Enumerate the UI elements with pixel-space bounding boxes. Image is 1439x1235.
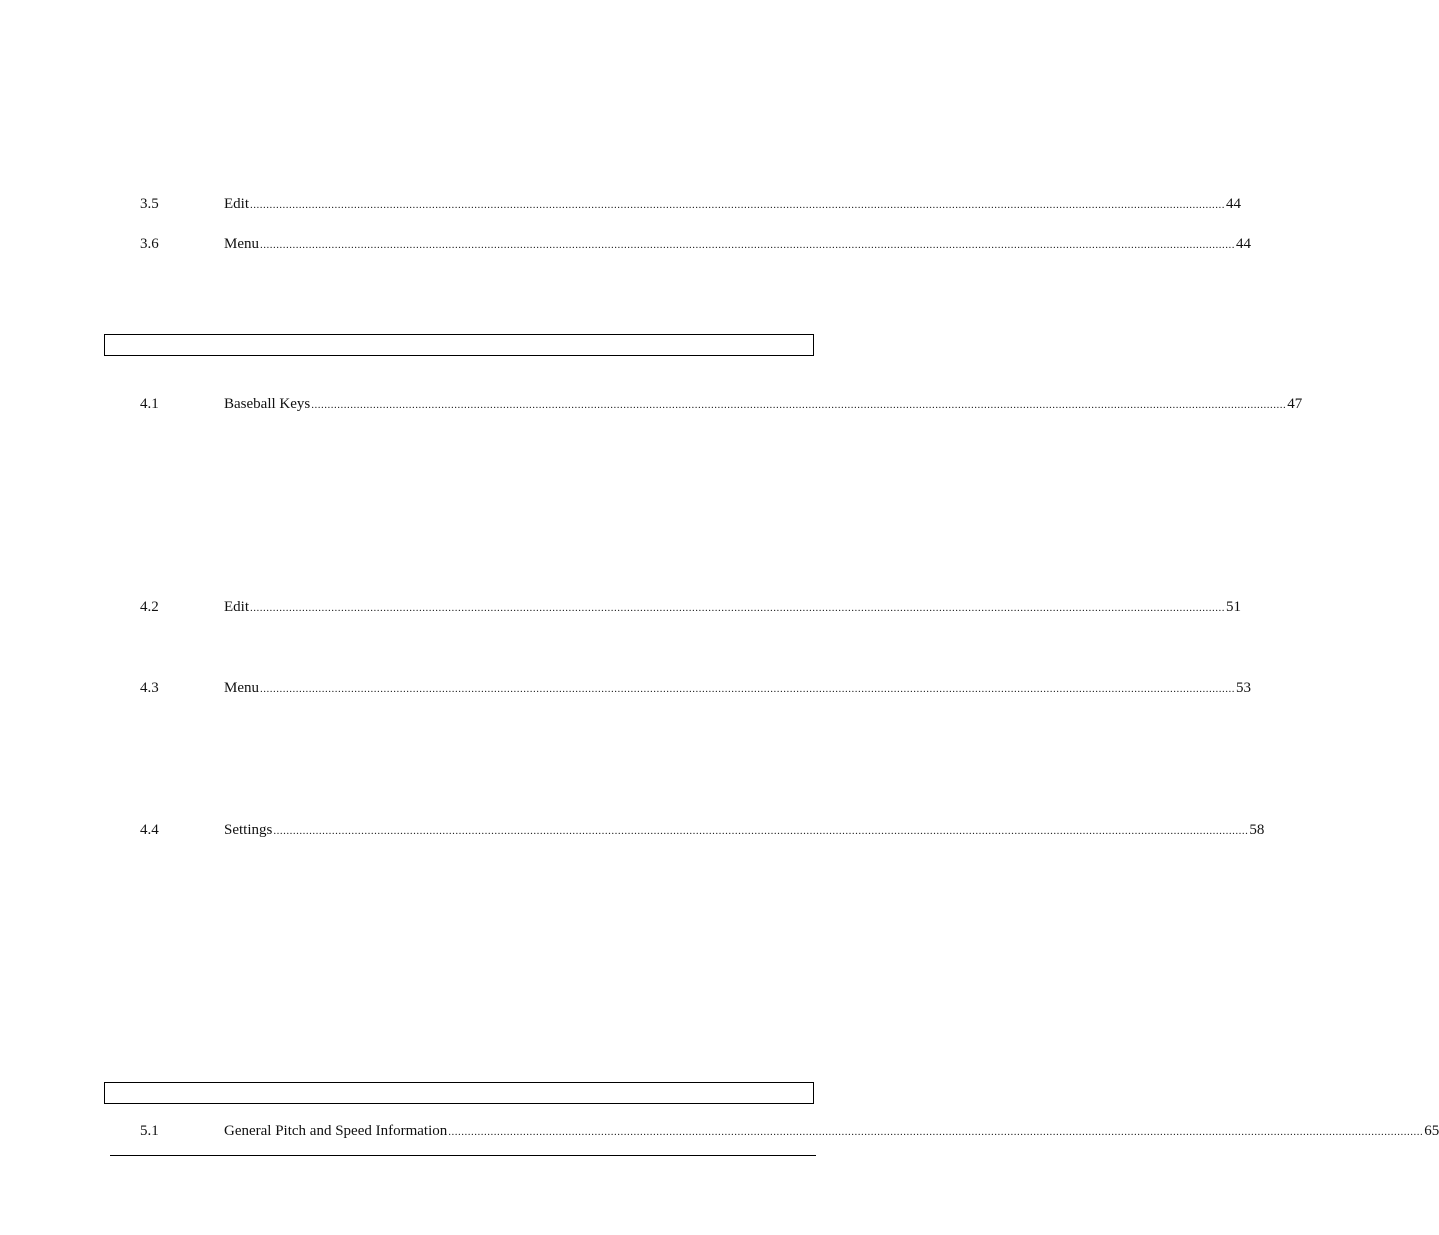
toc-entry-page: 44 (1226, 196, 1241, 212)
toc-entry-title: General Pitch and Speed Information (224, 1123, 448, 1139)
dot-leader: ............................................................................................................................................................................................................................................................................................................ (448, 1126, 1424, 1138)
dot-leader: ............................................................................................................................................................................................................................................................................................................ (260, 683, 1235, 695)
toc-entry[interactable] (140, 194, 1241, 214)
chapter-heading-box (104, 1082, 814, 1104)
toc-entry[interactable] (140, 1121, 1439, 1141)
dot-leader: ............................................................................................................................................................................................................................................................................................................ (260, 239, 1235, 251)
toc-entry-number: 4.1 (140, 396, 159, 412)
toc-entry-page: 51 (1226, 599, 1241, 615)
chapter-heading-box (104, 334, 814, 356)
toc-entry-number: 5.1 (140, 1123, 159, 1139)
toc-entry-number: 4.4 (140, 822, 159, 838)
toc-entry-number: 4.3 (140, 680, 159, 696)
toc-entry-title: Edit (224, 599, 249, 615)
toc-entry-page: 53 (1236, 680, 1251, 696)
toc-entry[interactable] (140, 820, 1265, 840)
dot-leader: ............................................................................................................................................................................................................................................................................................................ (311, 399, 1287, 411)
toc-entry[interactable] (140, 678, 1251, 698)
toc-entry-title: Menu (224, 236, 259, 252)
toc-entry-number: 3.6 (140, 236, 159, 252)
toc-entry-number: 3.5 (140, 196, 159, 212)
toc-entry[interactable] (140, 234, 1251, 254)
toc-entry-title: Baseball Keys (224, 396, 311, 412)
footer-rule (110, 1155, 816, 1156)
toc-entry-title: Settings (224, 822, 273, 838)
toc-entry[interactable] (140, 597, 1241, 617)
toc-entry-page: 58 (1249, 822, 1265, 838)
toc-entry-page: 44 (1236, 236, 1251, 252)
dot-leader: ............................................................................................................................................................................................................................................................................................................ (250, 199, 1225, 211)
toc-entry-title: Menu (224, 680, 259, 696)
dot-leader: ............................................................................................................................................................................................................................................................................................................ (250, 602, 1225, 614)
toc-entry-page: 65 (1424, 1123, 1439, 1139)
toc-entry-page: 47 (1287, 396, 1303, 412)
toc-entry[interactable] (140, 394, 1303, 414)
dot-leader: ............................................................................................................................................................................................................................................................................................................ (273, 825, 1249, 837)
toc-entry-number: 4.2 (140, 599, 159, 615)
toc-entry-title: Edit (224, 196, 249, 212)
